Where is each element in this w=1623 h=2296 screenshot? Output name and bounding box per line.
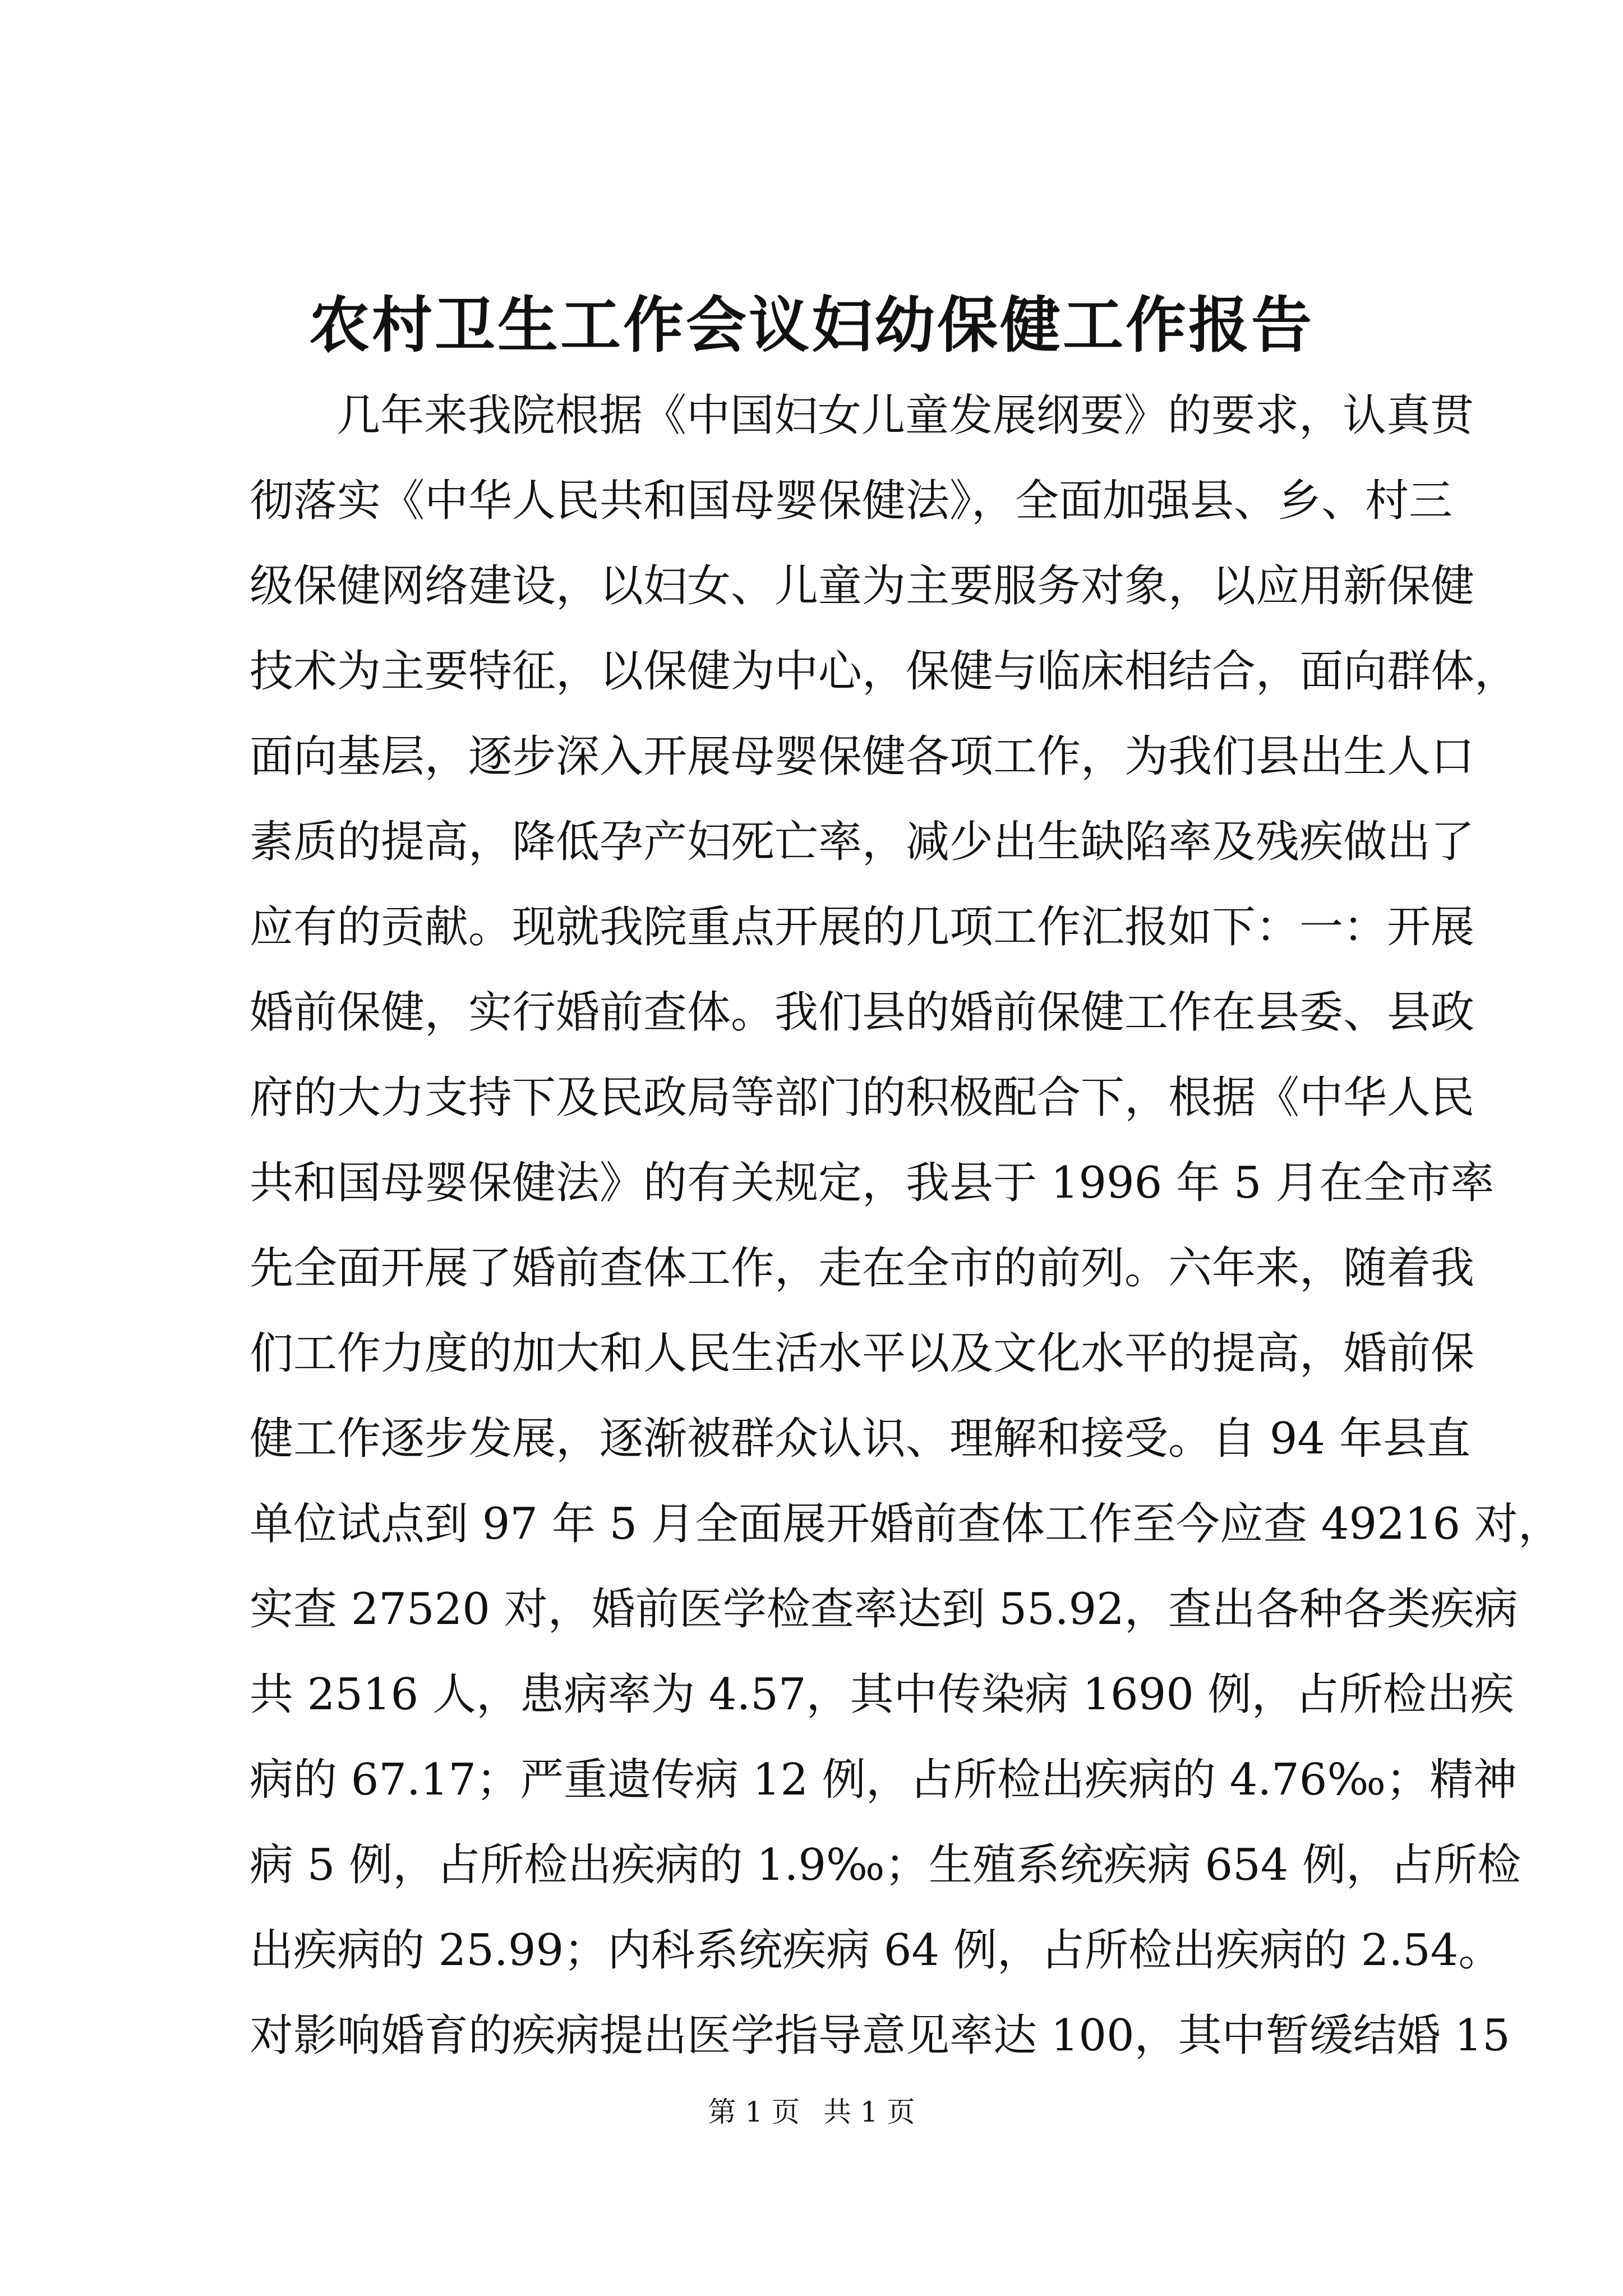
paragraph-line: 共和国母婴保健法》的有关规定，我县于 1996 年 5 月在全市率 [250,1158,1495,1208]
page-total: 共 1 页 [823,2096,915,2128]
page-footer [0,2092,1623,2132]
document-title: 农村卫生工作会议妇幼保健工作报告 [308,290,1314,361]
paragraph-line: 府的大力支持下及民政局等部门的积极配合下，根据《中华人民 [250,1073,1475,1123]
paragraph-line: 病的 67.17；严重遗传病 12 例，占所检出疾病的 4.76‰；精神 [250,1755,1518,1805]
paragraph-line: 对影响婚育的疾病提出医学指导意见率达 100，其中暂缓结婚 15 [250,2010,1510,2061]
paragraph-line: 应有的贡献。现就我院重点开展的几项工作汇报如下：一：开展 [250,902,1475,953]
paragraph-line: 实查 27520 对，婚前医学检查率达到 55.92，查出各种各类疾病 [250,1584,1518,1635]
paragraph-line: 单位试点到 97 年 5 月全面展开婚前查体工作至今应查 49216 对， [250,1499,1562,1549]
paragraph-line: 病 5 例，占所检出疾病的 1.9‰；生殖系统疾病 654 例，占所检 [250,1840,1521,1890]
body-paragraph [250,373,1562,2078]
paragraph-line: 技术为主要特征，以保健为中心，保健与临床相结合，面向群体， [250,646,1519,697]
paragraph-line: 先全面开展了婚前查体工作，走在全市的前列。六年来，随着我 [250,1243,1475,1294]
paragraph-line: 们工作力度的加大和人民生活水平以及文化水平的提高，婚前保 [250,1328,1475,1379]
paragraph-line: 级保健网络建设，以妇女、儿童为主要服务对象，以应用新保健 [250,561,1475,611]
paragraph-line: 彻落实《中华人民共和国母婴保健法》，全面加强县、乡、村三 [250,476,1453,526]
paragraph-line: 面向基层，逐步深入开展母婴保健各项工作，为我们县出生人口 [250,731,1475,782]
paragraph-line: 出疾病的 25.99；内科系统疾病 64 例，占所检出疾病的 2.54。 [250,1925,1502,1976]
paragraph-line: 婚前保健，实行婚前查体。我们县的婚前保健工作在县委、县政 [250,987,1475,1038]
page-number: 第 1 页 [708,2096,800,2128]
paragraph-line: 素质的提高，降低孕产妇死亡率，减少出生缺陷率及残疾做出了 [250,817,1475,867]
paragraph-line: 共 2516 人，患病率为 4.57，其中传染病 1690 例，占所检出疾 [250,1669,1514,1720]
paragraph-line: 健工作逐步发展，逐渐被群众认识、理解和接受。自 94 年县直 [250,1414,1470,1464]
paragraph-line: 几年来我院根据《中国妇女儿童发展纲要》的要求，认真贯 [336,390,1474,441]
